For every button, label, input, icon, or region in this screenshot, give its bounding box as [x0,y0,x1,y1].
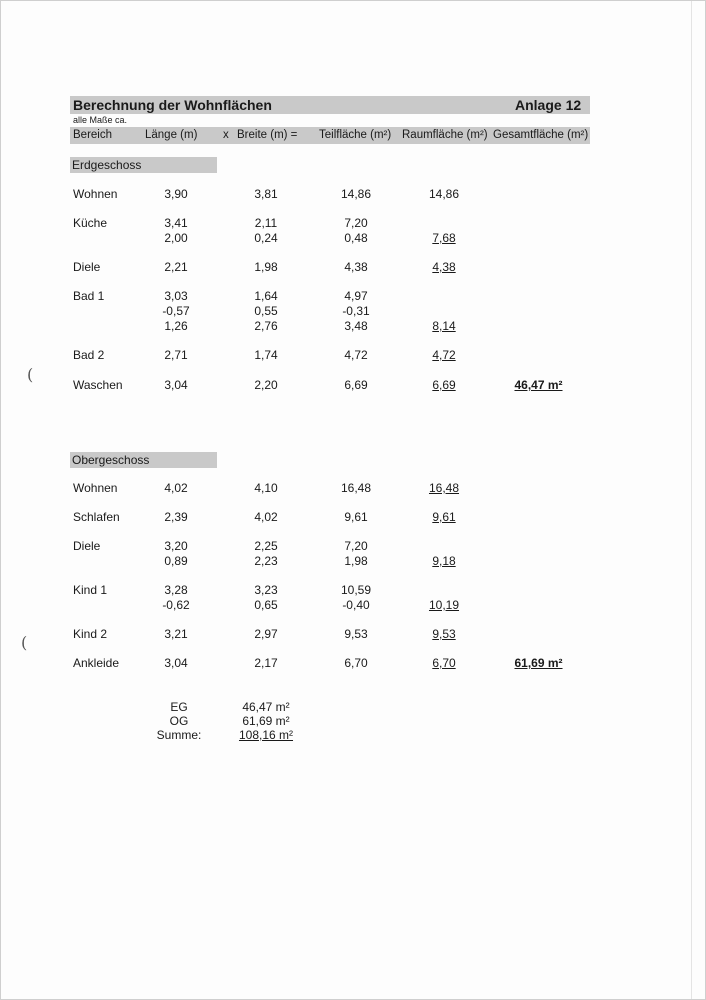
width-value: 0,24 [254,231,278,245]
upper-floor-label: Obergeschoss [72,453,150,467]
part-area-value: 7,20 [344,216,368,230]
length-value: 3,03 [164,289,188,303]
part-area-value: 4,97 [344,289,368,303]
room-area-value: 4,38 [432,260,456,274]
length-value: 2,21 [164,260,188,274]
room-area-value: 9,53 [432,627,456,641]
length-value: -0,57 [162,304,190,318]
length-value: 0,89 [164,554,188,568]
header-area: Bereich [73,129,112,141]
room-area-value: 9,61 [432,510,456,524]
part-area-value: 9,61 [344,510,368,524]
length-value: 3,21 [164,627,188,641]
width-value: 2,97 [254,627,278,641]
length-value: 3,04 [164,378,188,392]
part-area-value: 7,20 [344,539,368,553]
room-name: Schlafen [73,510,120,524]
room-name: Ankleide [73,656,120,670]
part-area-value: 1,98 [344,554,368,568]
summary-value: 108,16 m² [238,728,294,742]
width-value: 2,17 [254,656,278,670]
width-value: 4,10 [254,481,278,495]
width-value: 2,11 [254,216,278,230]
length-value: 3,28 [164,583,188,597]
room-name: Kind 2 [73,627,108,641]
part-area-value: -0,31 [342,304,370,318]
width-value: 2,23 [254,554,278,568]
width-value: 1,98 [254,260,278,274]
part-area-value: 3,48 [344,319,368,333]
room-name: Waschen [73,378,123,392]
room-name: Kind 1 [73,583,108,597]
room-name: Wohnen [73,187,118,201]
room-area-value: 8,14 [432,319,456,333]
length-value: 4,02 [164,481,188,495]
header-total-area: Gesamtfläche (m²) [493,129,589,141]
part-area-value: 4,38 [344,260,368,274]
header-length: Länge (m) [145,129,198,141]
length-value: 2,71 [164,348,188,362]
scan-mark: ( [21,633,28,652]
room-name: Küche [73,216,108,230]
summary-label: EG [170,700,188,714]
width-value: 1,64 [254,289,278,303]
document-title: Berechnung der Wohnflächen [73,97,272,113]
length-value: 3,41 [164,216,188,230]
ground-floor-label: Erdgeschoss [72,158,142,172]
length-value: 1,26 [164,319,188,333]
width-value: 0,55 [254,304,278,318]
width-value: 0,65 [254,598,278,612]
measurement-note: alle Maße ca. [73,115,128,125]
part-area-value: 10,59 [340,583,372,597]
room-name: Wohnen [73,481,118,495]
length-value: 3,90 [164,187,188,201]
room-area-value: 7,68 [432,231,456,245]
room-area-value: 6,69 [432,378,456,392]
header-room-area: Raumfläche (m²) [402,129,488,141]
length-value: 3,04 [164,656,188,670]
width-value: 2,25 [254,539,278,553]
part-area-value: 16,48 [340,481,372,495]
floor-total-value: 61,69 m² [514,656,563,670]
floor-total-value: 46,47 m² [514,378,563,392]
header-part-area: Teilfläche (m²) [319,129,392,141]
room-name: Diele [73,539,101,553]
summary-value: 61,69 m² [242,714,290,728]
room-area-value: 4,72 [432,348,456,362]
room-area-value: 14,86 [428,187,460,201]
room-area-value: 10,19 [428,598,460,612]
scan-edge-line [691,1,692,999]
length-value: 2,00 [164,231,188,245]
room-area-value: 9,18 [432,554,456,568]
part-area-value: 0,48 [344,231,368,245]
header-times: x [223,129,229,141]
length-value: 3,20 [164,539,188,553]
room-name: Bad 2 [73,348,105,362]
room-name: Bad 1 [73,289,105,303]
room-area-value: 6,70 [432,656,456,670]
room-area-value: 16,48 [428,481,460,495]
width-value: 2,76 [254,319,278,333]
length-value: 2,39 [164,510,188,524]
summary-label: OG [169,714,189,728]
part-area-value: 14,86 [340,187,372,201]
width-value: 3,81 [254,187,278,201]
part-area-value: -0,40 [342,598,370,612]
room-name: Diele [73,260,101,274]
width-value: 3,23 [254,583,278,597]
width-value: 4,02 [254,510,278,524]
length-value: -0,62 [162,598,190,612]
part-area-value: 6,69 [344,378,368,392]
summary-label: Summe: [156,728,202,742]
width-value: 2,20 [254,378,278,392]
annex-label: Anlage 12 [515,97,582,113]
part-area-value: 4,72 [344,348,368,362]
part-area-value: 9,53 [344,627,368,641]
width-value: 1,74 [254,348,278,362]
header-width: Breite (m) = [237,129,298,141]
scan-mark: ( [27,365,34,384]
summary-value: 46,47 m² [242,700,290,714]
part-area-value: 6,70 [344,656,368,670]
